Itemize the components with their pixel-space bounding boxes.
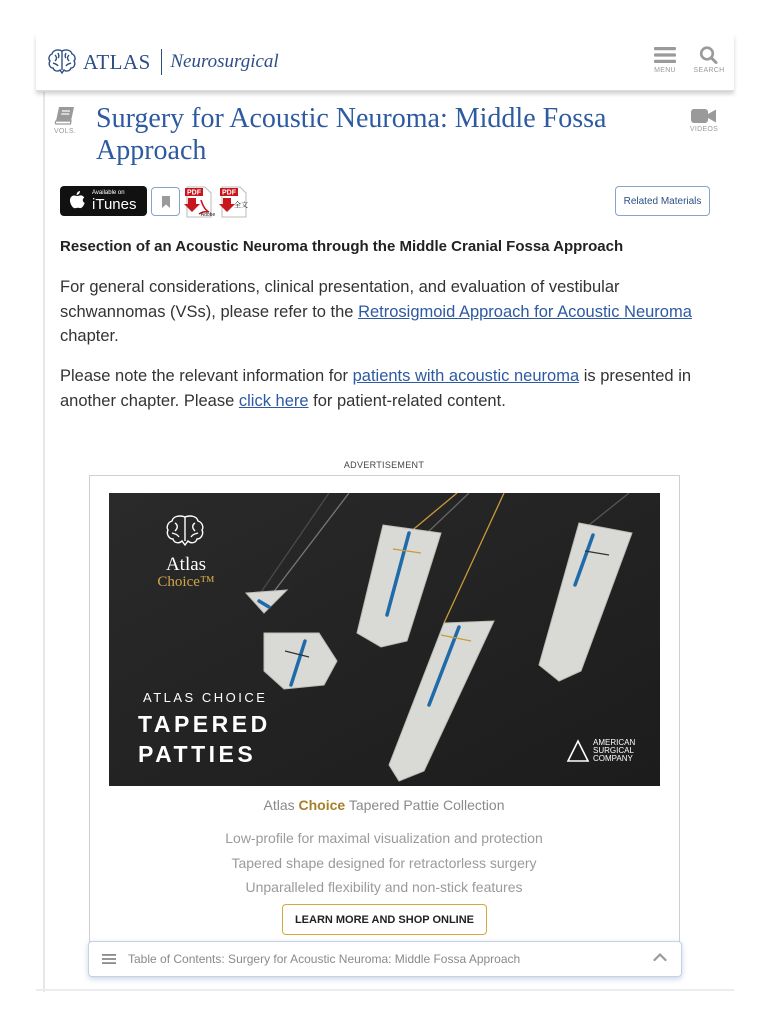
ad-caption: Atlas Choice Tapered Pattie Collection: [263, 797, 505, 813]
pdf-download-adobe-button[interactable]: [183, 186, 217, 218]
pdf-fulltext-icon: [218, 186, 252, 218]
brain-logo-icon: [46, 47, 78, 77]
site-logo[interactable]: [46, 46, 279, 78]
itunes-button[interactable]: [60, 186, 147, 216]
search-icon: [699, 46, 719, 64]
ad-headline-line1: TAPERED: [138, 711, 271, 737]
advertisement-label: ADVERTISEMENT: [343, 460, 425, 470]
ad-feature-item: Low-profile for maximal visualization and protection: [225, 830, 543, 846]
toc-title: Table of Contents: Surgery for Acoustic Neuroma: Middle Fossa Approach: [128, 952, 521, 966]
pdf2-label: PDF: [222, 189, 236, 197]
ad-brand-atlas: Atlas: [165, 554, 207, 575]
hamburger-icon: [654, 46, 676, 64]
videos-button[interactable]: [688, 108, 720, 133]
menu-button[interactable]: [645, 46, 685, 76]
video-camera-icon: [691, 108, 717, 124]
bookmark-icon: [161, 196, 171, 208]
ad-kicker: ATLAS CHOICE: [143, 690, 268, 705]
logo-atlas-text: ATLAS: [83, 49, 151, 74]
retrosigmoid-chapter-link[interactable]: Retrosigmoid Approach for Acoustic Neuroma: [358, 302, 692, 321]
site-header: [36, 34, 734, 91]
ad-feature-item: Unparalleled flexibility and non-stick features: [245, 879, 523, 895]
patients-acoustic-neuroma-link[interactable]: patients with acoustic neuroma: [352, 367, 580, 385]
article-subtitle: Resection of an Acoustic Neuroma through the Middle Cranial Fossa Approach: [60, 238, 624, 255]
bookmark-button[interactable]: [151, 187, 180, 216]
search-button[interactable]: [689, 46, 729, 76]
ad-headline: [138, 709, 271, 769]
ad-feature-item: Tapered shape designed for retractorless surgery: [231, 854, 537, 871]
ad-brand-block: [153, 553, 219, 589]
learn-more-shop-button[interactable]: LEARN MORE AND SHOP ONLINE: [282, 904, 487, 935]
pdf1-sub-label: Adobe: [200, 212, 216, 218]
ad-headline-line2: PATTIES: [138, 741, 257, 767]
logo-separator: [161, 49, 163, 75]
apple-icon: [68, 190, 86, 213]
logo-neurosurgical-text: Neurosurgical: [170, 51, 279, 72]
itunes-text: iTunes: [92, 196, 137, 213]
ad-company-name: AMERICAN SURGICAL COMPANY: [593, 738, 636, 763]
pdf1-label: PDF: [187, 189, 201, 197]
book-icon: [54, 106, 76, 126]
frame-bottom-border: [36, 989, 734, 991]
related-materials-button[interactable]: Related Materials: [615, 186, 710, 216]
advertisement-image[interactable]: [109, 493, 660, 786]
list-icon: [102, 953, 116, 965]
pdf2-sub-label: 全文: [234, 201, 248, 209]
click-here-link[interactable]: click here: [238, 391, 309, 410]
table-of-contents-bar[interactable]: [88, 941, 682, 977]
ad-brand-choice: Choice™: [157, 574, 215, 590]
chevron-up-icon[interactable]: [653, 952, 667, 962]
menu-label: MENU: [654, 67, 676, 74]
pdf-download-fulltext-button[interactable]: [218, 186, 252, 218]
pdf-adobe-icon: [183, 186, 217, 218]
volumes-button[interactable]: [52, 106, 78, 135]
patient-info-paragraph: Please note the relevant information for patients with acoustic neuroma is presented in another chapter. Please click here for patient-related content.: [60, 367, 692, 410]
page-title: Surgery for Acoustic Neuroma: Middle Fossa Approach: [96, 103, 607, 166]
itunes-available-text: Available on: [92, 190, 125, 196]
intro-paragraph: For general considerations, clinical presentation, and evaluation of vestibular schwannomas (VSs), please refer to the Retrosigmoid Approach for Acoustic Neuroma chapter.: [60, 278, 692, 345]
ad-feature-list: [0, 826, 768, 900]
search-label: SEARCH: [693, 67, 725, 74]
vols-label: VOLS.: [53, 128, 77, 135]
videos-label: VIDEOS: [689, 126, 719, 133]
